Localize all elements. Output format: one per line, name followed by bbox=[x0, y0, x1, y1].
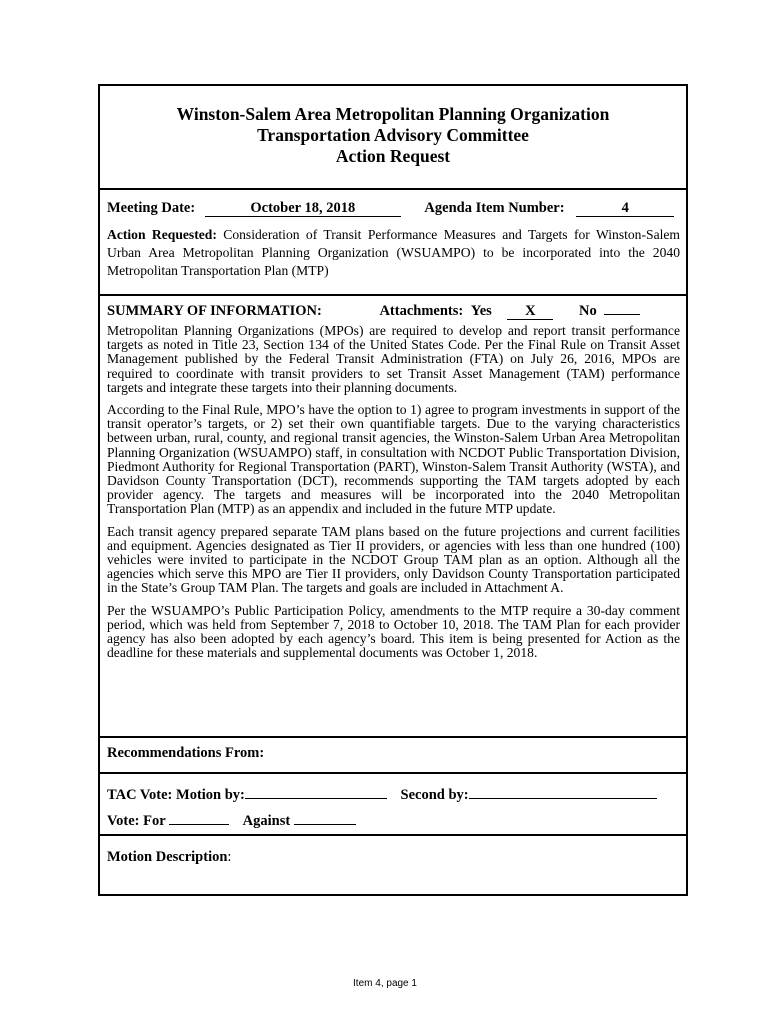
agenda-item-label: Agenda Item Number: bbox=[424, 200, 565, 216]
vote-against-label: Against bbox=[242, 813, 291, 829]
summary-paragraph: Per the WSUAMPO’s Public Participation Policy, amendments to the MTP require a 30-day comment period, which was held from September 7, 2018 to October 10, 2018. The TAM Plan for each provider agency has also been adopted by each agency’s board. This item is being presented for Action as the deadline for these materials and supplemental documents was October 1, 2018. bbox=[107, 602, 680, 661]
attachments-no-label: No bbox=[579, 303, 597, 319]
summary-paragraph: Each transit agency prepared separate TAM plans based on the future projections and current facilities and equipment. Agencies designated as Tier II providers, or agencies with less than one hundred (100) vehicles were invited to participate in the NCDOT Group TAM plan as an option. Although all the agencies which serve this MPO are Tier II providers, only Davidson County Transportation participated in the State’s Group TAM Plan. The targets and goals are included in Attachment A. bbox=[107, 523, 680, 596]
form-title: Action Request bbox=[335, 146, 451, 166]
agenda-item-value: 4 bbox=[576, 201, 674, 217]
second-by-field[interactable] bbox=[469, 798, 657, 799]
meeting-date-label: Meeting Date: bbox=[107, 200, 196, 216]
attachments-label: Attachments: bbox=[379, 303, 464, 319]
attachments-yes-value: X bbox=[507, 304, 553, 320]
action-request-form bbox=[98, 84, 688, 896]
motion-by-label: TAC Vote: Motion by: bbox=[107, 787, 245, 803]
attachments-no-value bbox=[604, 314, 640, 315]
action-requested-label: Action Requested: bbox=[107, 227, 217, 242]
meeting-date-value: October 18, 2018 bbox=[205, 201, 401, 217]
recommendations-section bbox=[100, 738, 686, 774]
summary-header bbox=[107, 302, 680, 320]
action-requested-text: Consideration of Transit Performance Measures and Targets for Winston-Salem Urban Area Metropolitan Planning Organization (WSUAMPO) to be incorporated into the 2040 Metropolitan Transportation Plan (MTP) bbox=[107, 227, 680, 278]
attachments-yes-label: Yes bbox=[470, 303, 492, 319]
summary-paragraph: Metropolitan Planning Organizations (MPOs) are required to develop and report transit performance targets as noted in Title 23, Section 134 of the United States Code. Per the Final Rule on Transit Asset Management published by the Federal Transit Administration (FTA) on July 26, 2016, MPOs are required to coordinate with transit providers to set Transit Asset Management (TAM) performance targets and integrate these targets into their planning documents. bbox=[107, 323, 680, 395]
action-requested bbox=[107, 226, 680, 280]
form-header bbox=[100, 86, 686, 190]
committee-title: Transportation Advisory Committee bbox=[257, 125, 529, 145]
vote-section bbox=[100, 774, 686, 836]
meeting-section bbox=[100, 190, 686, 296]
second-by-label: Second by: bbox=[400, 787, 469, 803]
motion-by-field[interactable] bbox=[245, 798, 387, 799]
org-title: Winston-Salem Area Metropolitan Planning Organization bbox=[176, 104, 610, 124]
summary-body bbox=[107, 324, 680, 660]
summary-heading: SUMMARY OF INFORMATION: bbox=[107, 303, 322, 319]
page-footer: Item 4, page 1 bbox=[353, 978, 417, 989]
vote-for-label: Vote: For bbox=[107, 813, 166, 829]
motion-description-section bbox=[100, 836, 686, 894]
motion-description-label: Motion Description bbox=[107, 849, 228, 865]
summary-paragraph: According to the Final Rule, MPO’s have the option to 1) agree to program investments in support of the transit operator’s targets, or 2) set their own quantifiable targets. Due to the varying characteristics between urban, rural, county, and regional transit agencies, the Winston-Salem Urban Area Metropolitan Planning Organization (WSUAMPO) staff, in consultation with NCDOT Public Transportation Division, Piedmont Authority for Regional Transportation (PART), Winston-Salem Transit Authority (WSTA), and Davidson County Transportation (DCT), recommends supporting the TAM targets adopted by each provider agency. The targets and measures will be incorporated into the 2040 Metropolitan Transportation Plan (MTP) as an appendix and included in the future MTP update. bbox=[107, 402, 680, 517]
vote-for-field[interactable] bbox=[169, 824, 229, 825]
vote-against-field[interactable] bbox=[294, 824, 356, 825]
recommendations-label: Recommendations From: bbox=[107, 745, 265, 761]
motion-description-colon: : bbox=[227, 849, 232, 865]
summary-section bbox=[100, 296, 686, 738]
